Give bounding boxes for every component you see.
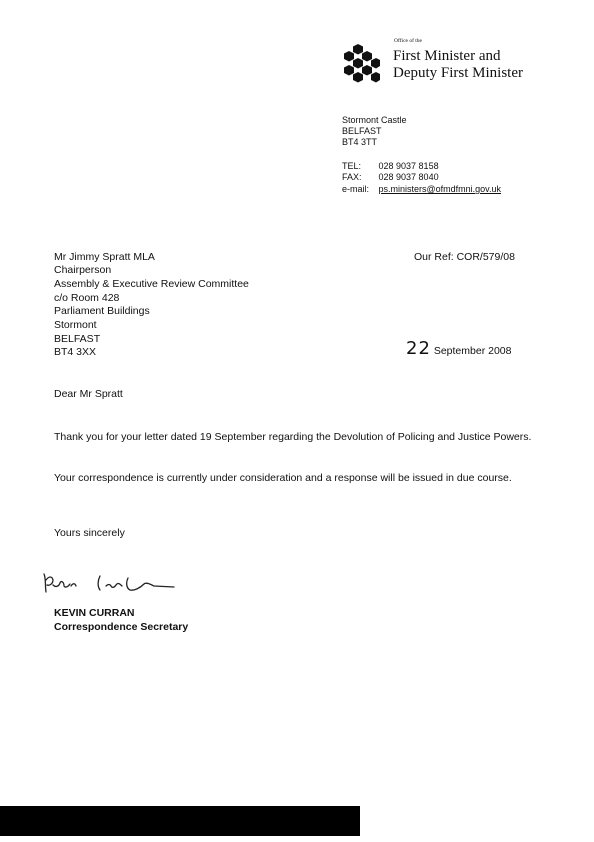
recipient-line-1: Mr Jimmy Spratt MLA bbox=[54, 251, 155, 263]
tel-label: TEL: bbox=[342, 161, 362, 171]
signatory-name: KEVIN CURRAN bbox=[54, 607, 135, 619]
closing: Yours sincerely bbox=[54, 527, 125, 539]
recipient-line-5: Parliament Buildings bbox=[54, 305, 150, 317]
fax-number: 028 9037 8040 bbox=[378, 172, 439, 182]
email-row bbox=[342, 184, 501, 195]
address-line-2: BELFAST bbox=[342, 126, 382, 136]
signatory-title: Correspondence Secretary bbox=[54, 621, 189, 633]
paragraph-2: Your correspondence is currently under consideration and a response will be issued in due course. bbox=[54, 472, 512, 484]
recipient-line-8: BT4 3XX bbox=[54, 346, 97, 358]
dept-name-line2: Deputy First Minister bbox=[393, 65, 523, 81]
email-label: e-mail: bbox=[342, 184, 370, 194]
date-day-handwritten: 22 bbox=[406, 338, 431, 359]
recipient-line-2: Chairperson bbox=[54, 264, 112, 276]
fax-label: FAX: bbox=[342, 172, 362, 182]
email-link[interactable]: ps.ministers@ofmdfmni.gov.uk bbox=[378, 184, 502, 194]
fax-row bbox=[342, 172, 439, 183]
date-month-year: September 2008 bbox=[433, 345, 512, 357]
recipient-line-6: Stormont bbox=[54, 319, 97, 331]
redaction-bar bbox=[0, 806, 360, 836]
recipient-line-7: BELFAST bbox=[54, 333, 101, 345]
our-ref: Our Ref: COR/579/08 bbox=[414, 251, 515, 263]
salutation: Dear Mr Spratt bbox=[54, 388, 123, 400]
tel-row bbox=[342, 161, 439, 172]
address-line-3: BT4 3TT bbox=[342, 137, 378, 147]
dept-name-line1: First Minister and bbox=[393, 48, 501, 64]
ofmdfm-logo-icon bbox=[344, 44, 380, 86]
recipient-line-4: c/o Room 428 bbox=[54, 292, 120, 304]
address-line-1: Stormont Castle bbox=[342, 115, 407, 125]
signature-icon bbox=[40, 566, 180, 600]
paragraph-1: Thank you for your letter dated 19 September regarding the Devolution of Policing and Justice Powers. bbox=[54, 431, 532, 443]
office-of-label: Office of the bbox=[394, 38, 422, 44]
recipient-line-3: Assembly & Executive Review Committee bbox=[54, 278, 249, 290]
tel-number: 028 9037 8158 bbox=[378, 161, 439, 171]
letter-date bbox=[406, 338, 511, 359]
